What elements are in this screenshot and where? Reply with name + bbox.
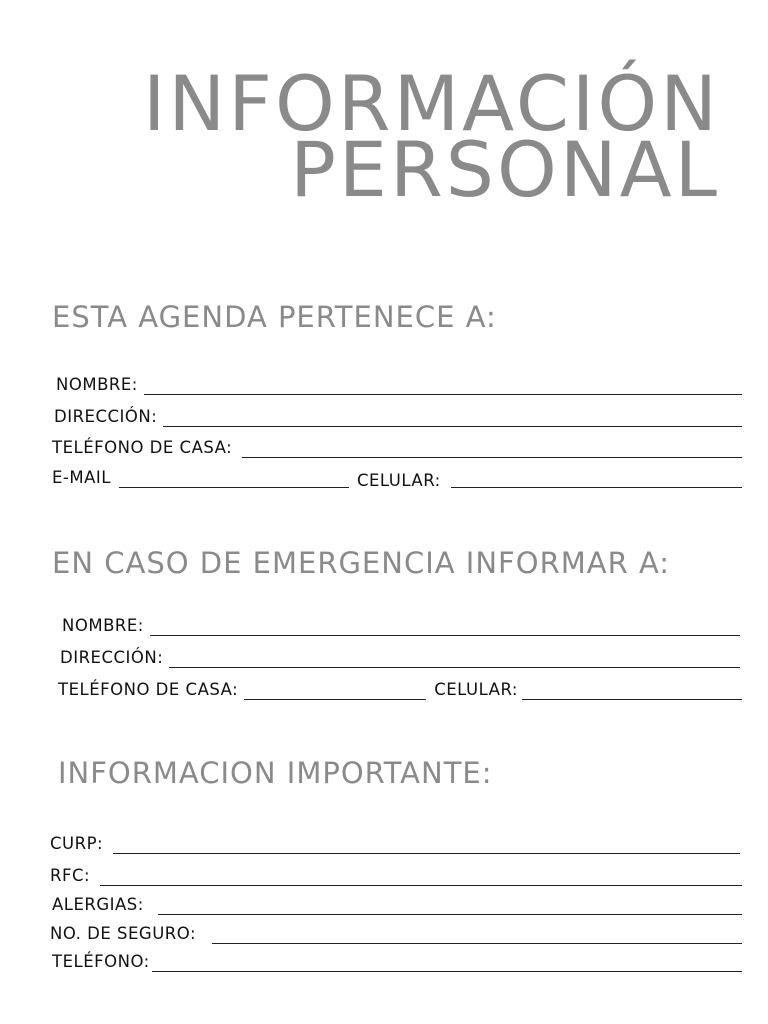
emergency-name-field[interactable] xyxy=(150,634,740,636)
page-title-line-1: INFORMACIÓN xyxy=(143,59,720,148)
owner-email-label: E-MAIL xyxy=(52,468,111,487)
emergency-section-heading: EN CASO DE EMERGENCIA INFORMAR A: xyxy=(52,546,671,580)
curp-label: CURP: xyxy=(50,834,104,853)
owner-home-phone-row xyxy=(52,440,742,458)
insurance-row xyxy=(50,926,742,944)
owner-cell-label: CELULAR: xyxy=(356,471,441,490)
page-title-line-2: PERSONAL xyxy=(290,125,720,214)
insurance-label: NO. DE SEGURO: xyxy=(50,924,197,943)
owner-address-label: DIRECCIÓN: xyxy=(54,407,158,426)
emergency-cell-label: CELULAR: xyxy=(434,680,518,699)
curp-field[interactable] xyxy=(113,852,740,854)
phone-row xyxy=(52,954,742,972)
owner-address-row xyxy=(54,409,742,427)
emergency-name-label: NOMBRE: xyxy=(62,616,144,635)
rfc-label: RFC: xyxy=(50,866,91,885)
emergency-address-label: DIRECCIÓN: xyxy=(60,648,164,667)
important-section-heading: INFORMACION IMPORTANTE: xyxy=(58,756,493,790)
emergency-address-row xyxy=(60,650,740,668)
owner-section-heading: ESTA AGENDA PERTENECE A: xyxy=(52,300,497,334)
owner-name-field[interactable] xyxy=(144,393,742,395)
owner-email-cell-row xyxy=(52,470,742,488)
emergency-cell-field[interactable] xyxy=(522,698,742,700)
owner-home-phone-field[interactable] xyxy=(242,456,742,458)
rfc-row xyxy=(50,868,742,886)
owner-address-field[interactable] xyxy=(163,425,742,427)
curp-row xyxy=(50,836,740,854)
phone-label: TELÉFONO: xyxy=(52,952,150,971)
rfc-field[interactable] xyxy=(100,884,742,886)
emergency-home-phone-label: TELÉFONO DE CASA: xyxy=(58,680,239,699)
emergency-name-row xyxy=(62,618,740,636)
allergies-label: ALERGIAS: xyxy=(52,895,144,914)
allergies-field[interactable] xyxy=(158,913,742,915)
emergency-address-field[interactable] xyxy=(169,666,740,668)
phone-field[interactable] xyxy=(152,970,742,972)
insurance-field[interactable] xyxy=(212,942,742,944)
allergies-row xyxy=(52,897,742,915)
emergency-home-phone-field[interactable] xyxy=(244,698,426,700)
emergency-phone-cell-row xyxy=(58,682,742,700)
owner-cell-field[interactable] xyxy=(451,486,742,488)
owner-home-phone-label: TELÉFONO DE CASA: xyxy=(52,438,233,457)
owner-name-row xyxy=(56,377,742,395)
owner-email-field[interactable] xyxy=(119,486,349,488)
owner-name-label: NOMBRE: xyxy=(56,375,138,394)
